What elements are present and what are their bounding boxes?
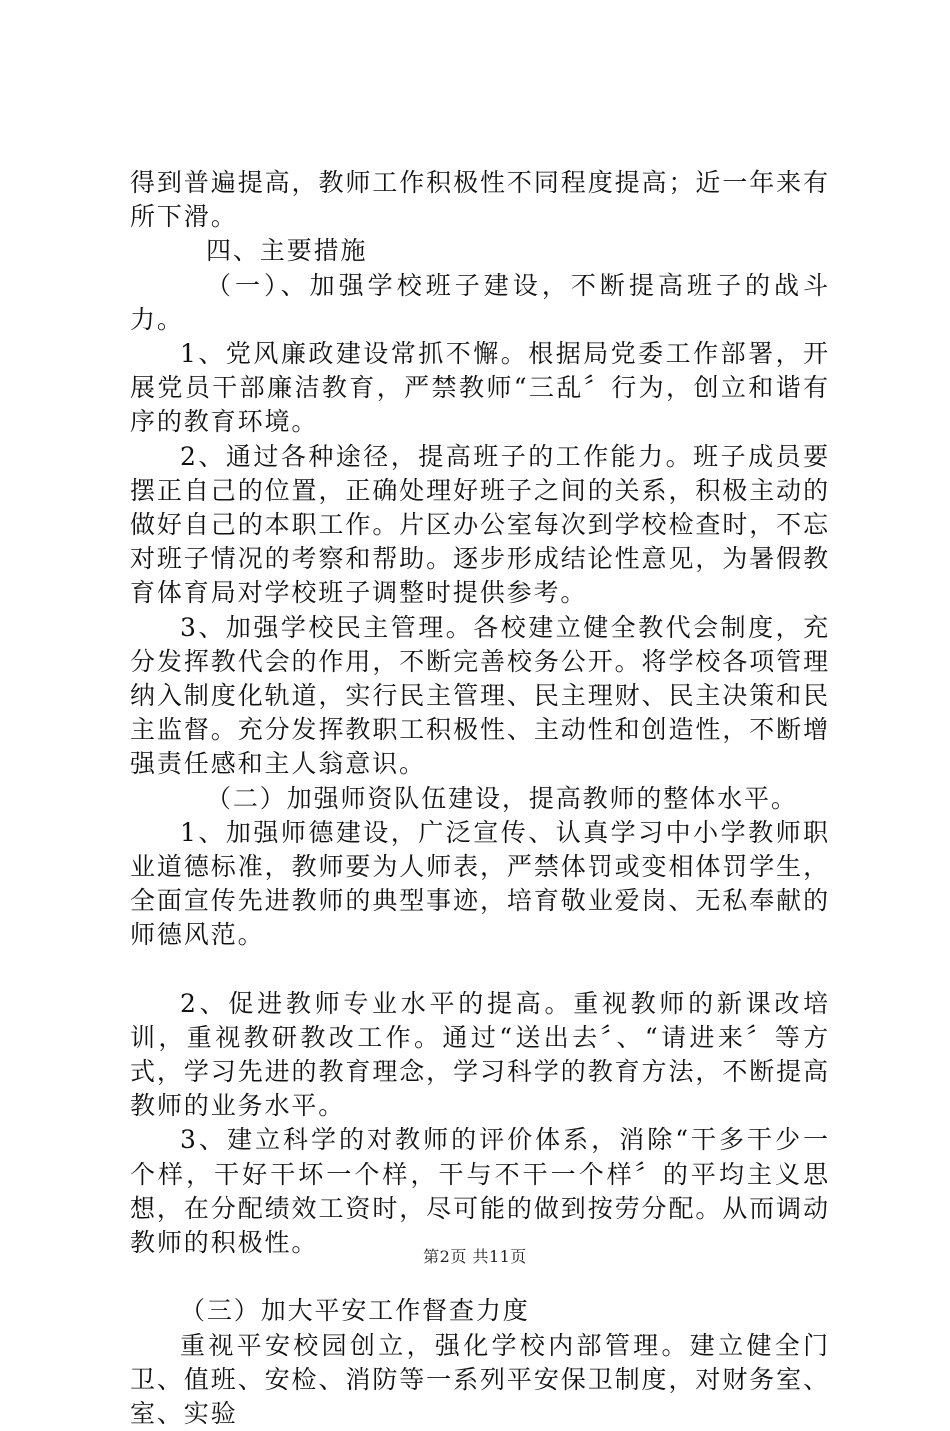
paragraph-continuation: 得到普遍提高，教师工作积极性不同程度提高；近一年来有所下滑。	[130, 166, 830, 234]
page-number-footer: 第2页 共11页	[0, 1244, 950, 1267]
paragraph-item: 2、通过各种途径，提高班子的工作能力。班子成员要摆正自己的位置，正确处理好班子之间的关系，积极主动的做好自己的本职工作。片区办公室每次到学校检查时，不忘对班子情况的考察和帮助。逐步形成结论性意见，为暑假教育体育局对学校班子调整时提供参考。	[130, 440, 830, 611]
paragraph-item: 1、党风廉政建设常抓不懈。根据局党委工作部署，开展党员干部廉洁教育，严禁教师“三乱〞行为，创立和谐有序的教育环境。	[130, 337, 830, 440]
section-heading-measures: 四、主要措施	[130, 234, 830, 268]
paragraph-item: 2、促进教师专业水平的提高。重视教师的新课改培训，重视教研教改工作。通过“送出去〞、“请进来〞等方式，学习先进的教育理念，学习科学的教育方法，不断提高教师的业务水平。	[130, 987, 830, 1124]
paragraph-item: 3、建立科学的对教师的评价体系，消除“干多干少一个样，干好干坏一个样，干与不干一个样〞的平均主义思想，在分配绩效工资时，尽可能的做到按劳分配。从而调动教师的积极性。	[130, 1123, 830, 1260]
subsection-heading-3: （三）加大平安工作督查力度	[130, 1294, 830, 1328]
subsection-heading-2: （二）加强师资队伍建设，提高教师的整体水平。	[130, 782, 830, 816]
paragraph-item: 3、加强学校民主管理。各校建立健全教代会制度，充分发挥教代会的作用，不断完善校务公开。将学校各项管理纳入制度化轨道，实行民主管理、民主理财、民主决策和民主监督。充分发挥教职工积极性、主动性和创造性，不断增强责任感和主人翁意识。	[130, 611, 830, 782]
blank-line	[130, 953, 830, 987]
paragraph-item: 1、加强师德建设，广泛宣传、认真学习中小学教师职业道德标准，教师要为人师表，严禁体罚或变相体罚学生，全面宣传先进教师的典型事迹，培育敬业爱岗、无私奉献的师德风范。	[130, 816, 830, 953]
document-body	[130, 166, 830, 1431]
subsection-heading-1: （一）、加强学校班子建设，不断提高班子的战斗力。	[130, 269, 830, 337]
paragraph-item: 重视平安校园创立，强化学校内部管理。建立健全门卫、值班、安检、消防等一系列平安保卫制度，对财务室、室、实验	[130, 1329, 830, 1431]
